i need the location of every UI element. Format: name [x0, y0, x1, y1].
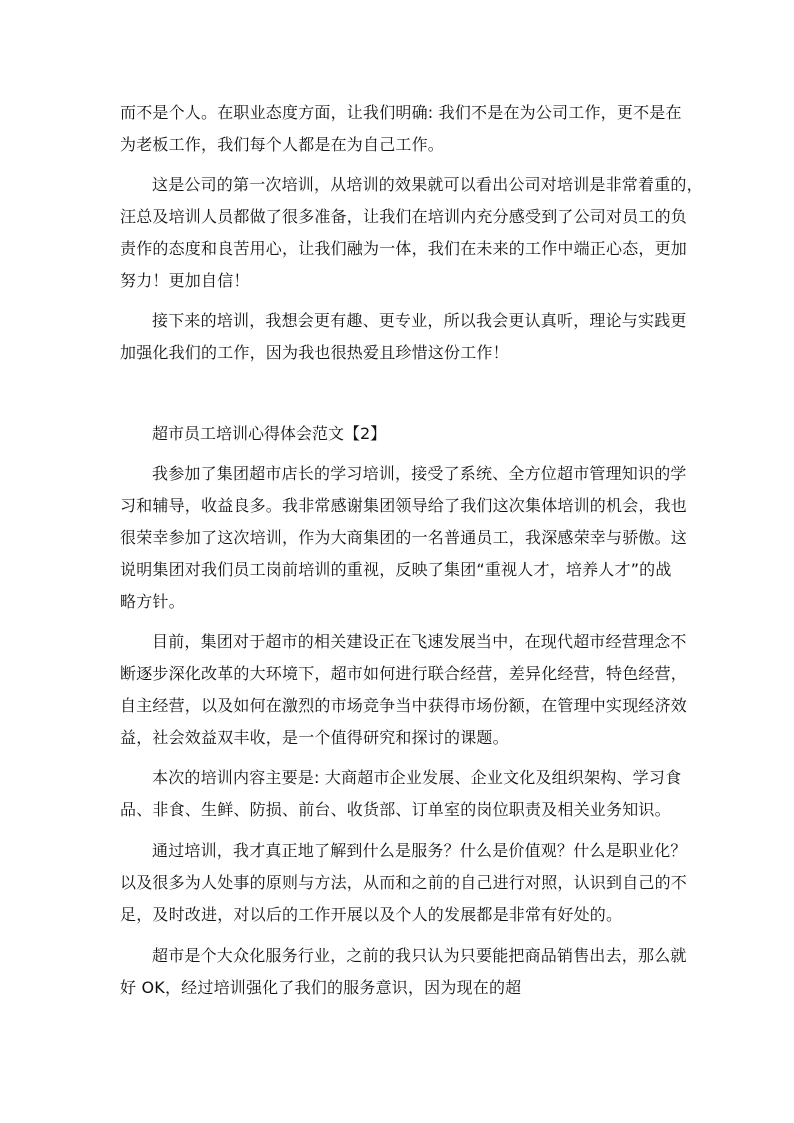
paragraph-4 — [120, 458, 688, 618]
paragraph-line: 说明集团对我们员工岗前培训的重视，反映了集团“重视人才，培养人才”的战 — [120, 560, 672, 579]
paragraph-line: 本次的培训内容主要是: 大商超市企业发展、企业文化及组织架构、学习食 — [152, 768, 682, 787]
paragraph-line: 这是公司的第一次培训，从培训的效果就可以看出公司对培训是非常着重的， — [152, 175, 703, 194]
paragraph-line: 好 OK，经过培训强化了我们的服务意识，因为现在的超 — [120, 978, 522, 997]
paragraph-line: 自主经营，以及如何在激烈的市场竞争当中获得市场份额，在管理中实现经济效 — [120, 696, 688, 715]
paragraph-line: 习和辅导，收益良多。我非常感谢集团领导给了我们这次集体培训的机会，我也 — [120, 496, 688, 515]
paragraph-line: 加强化我们的工作，因为我也很热爱且珍惜这份工作！ — [120, 343, 509, 362]
paragraph-line: 品、非食、生鲜、防损、前台、收货部、订单室的岗位职责及相关业务知识。 — [120, 800, 671, 819]
paragraph-line: 为老板工作，我们每个人都是在为自己工作。 — [120, 135, 445, 154]
paragraph-3 — [120, 305, 687, 369]
paragraph-line: 很荣幸参加了这次培训，作为大商集团的一名普通员工，我深感荣幸与骄傲。这 — [120, 528, 688, 547]
paragraph-1 — [120, 97, 680, 161]
paragraph-line: 略方针。 — [120, 592, 185, 611]
paragraph-line: 通过培训，我才真正地了解到什么是服务？什么是价值观？什么是职业化？ — [152, 841, 687, 860]
paragraph-8 — [120, 940, 687, 1004]
section-heading: 超市员工培训心得体会范文【2】 — [152, 424, 387, 443]
paragraph-line: 以及很多为人处事的原则与方法，从而和之前的自己进行对照，认识到自己的不 — [120, 873, 688, 892]
paragraph-line: 汪总及培训人员都做了很多准备，让我们在培训内充分感受到了公司对员工的负 — [120, 207, 688, 226]
paragraph-line: 目前，集团对于超市的相关建设正在飞速发展当中，在现代超市经营理念不 — [152, 632, 687, 651]
paragraph-2 — [120, 169, 703, 297]
paragraph-line: 责作的态度和良苦用心，让我们融为一体，我们在未来的工作中端正心态，更加 — [120, 239, 688, 258]
paragraph-line: 益，社会效益双丰收，是一个值得研究和探讨的课题。 — [120, 728, 509, 747]
paragraph-6 — [120, 762, 680, 826]
paragraph-line: 接下来的培训，我想会更有趣、更专业，所以我会更认真听，理论与实践更 — [152, 311, 687, 330]
paragraph-line: 努力！更加自信！ — [120, 271, 250, 290]
paragraph-line: 超市是个大众化服务行业，之前的我只认为只要能把商品销售出去，那么就 — [152, 946, 687, 965]
paragraph-line: 我参加了集团超市店长的学习培训，接受了系统、全方位超市管理知识的学 — [152, 464, 687, 483]
paragraph-line: 足，及时改进，对以后的工作开展以及个人的发展都是非常有好处的。 — [120, 905, 623, 924]
paragraph-line: 而不是个人。在职业态度方面，让我们明确: 我们不是在为公司工作，更不是在 — [120, 103, 682, 122]
paragraph-line: 断逐步深化改革的大环境下，超市如何进行联合经营，差异化经营，特色经营， — [120, 664, 688, 683]
paragraph-7 — [120, 835, 688, 931]
paragraph-5 — [120, 626, 688, 754]
